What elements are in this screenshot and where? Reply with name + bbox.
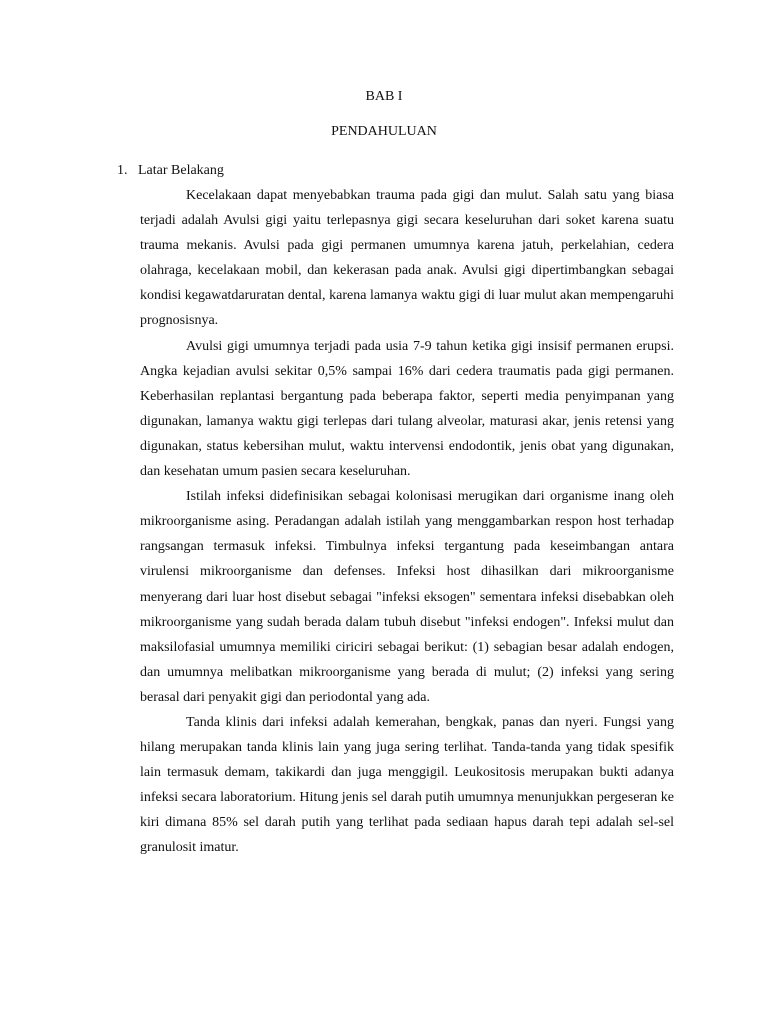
paragraph-2: Avulsi gigi umumnya terjadi pada usia 7-9 tahun ketika gigi insisif permanen erupsi. Angka kejadian avulsi sekitar 0,5% sampai 16% dari cedera traumatis pada gigi permanen. Keberhasilan replantasi bergantung pada beberapa faktor, seperti media penyimpanan yang digunakan, lamanya waktu gigi terlepas dari tulang alveolar, maturasi akar, jenis retensi yang digunakan, status kebersihan mulut, waktu intervensi endodontik, jenis obat yang digunakan, dan kesehatan umum pasien secara keseluruhan. bbox=[140, 338, 674, 480]
section-title: Latar Belakang bbox=[138, 163, 224, 178]
paragraph-4: Tanda klinis dari infeksi adalah kemerahan, bengkak, panas dan nyeri. Fungsi yang hilang merupakan tanda klinis lain yang juga sering terlihat. Tanda-tanda yang tidak spesifik lain termasuk demam, takikardi dan juga menggigil. Leukositosis merupakan bukti adanya infeksi secara laboratorium. Hitung jenis sel darah putih umumnya menunjukkan pergeseran ke kiri dimana 85% sel darah putih yang terlihat pada sediaan hapus darah tepi adalah sel-sel granulosit imatur. bbox=[140, 714, 674, 856]
section-number: 1. bbox=[117, 163, 128, 178]
chapter-title: PENDAHULUAN bbox=[331, 124, 437, 139]
body-text bbox=[140, 183, 674, 861]
chapter-number: BAB I bbox=[365, 89, 403, 104]
paragraph-3: Istilah infeksi didefinisikan sebagai kolonisasi merugikan dari organisme inang oleh mikroorganisme asing. Peradangan adalah istilah yang menggambarkan respon host terhadap rangsangan termasuk infeksi. Timbulnya infeksi tergantung pada keseimbangan antara virulensi mikroorganisme dan defenses. Infeksi host dihasilkan dari mikroorganisme menyerang dari luar host disebut sebagai "infeksi eksogen" sementara infeksi disebabkan oleh mikroorganisme yang sudah berada dalam tubuh disebut "infeksi endogen". Infeksi mulut dan maksilofasial umumnya memiliki ciriciri sebagai berikut: (1) sebagian besar adalah endogen, dan umumnya melibatkan mikroorganisme yang berada di mulut; (2) infeksi yang sering berasal dari penyakit gigi dan periodontal yang ada. bbox=[140, 489, 674, 705]
section-heading bbox=[117, 162, 224, 180]
paragraph-1: Kecelakaan dapat menyebabkan trauma pada gigi dan mulut. Salah satu yang biasa terjadi adalah Avulsi gigi yaitu terlepasnya gigi secara keseluruhan dari soket karena suatu trauma mekanis. Avulsi pada gigi permanen umumnya karena jatuh, perkelahian, cedera olahraga, kecelakaan mobil, dan kekerasan pada anak. Avulsi gigi dipertimbangkan sebagai kondisi kegawatdaruratan dental, karena lamanya waktu gigi di luar mulut akan mempengaruhi prognosisnya. bbox=[140, 188, 674, 329]
